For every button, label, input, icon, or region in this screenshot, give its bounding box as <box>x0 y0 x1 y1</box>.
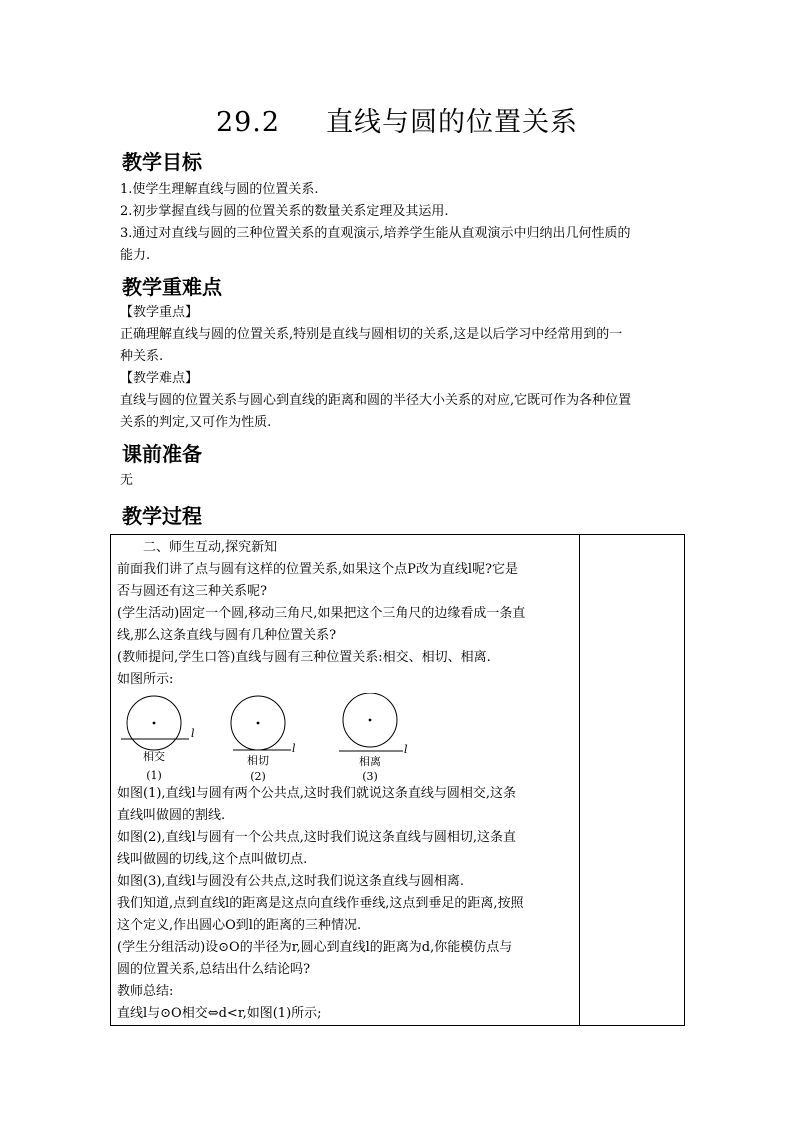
line-label: l <box>404 743 408 756</box>
figure-tangent <box>231 696 296 783</box>
goal-item: 2.初步掌握直线与圆的位置关系的数量关系定理及其运用. <box>120 204 449 219</box>
difficulty-line: 关系的判定,又可作为性质. <box>120 415 272 430</box>
process-main-cell <box>111 535 580 1026</box>
line-label: l <box>292 742 296 755</box>
process-line: 这个定义,作出圆心O到l的距离的三种情况. <box>117 918 362 933</box>
figure-caption: 相切 <box>247 754 269 767</box>
title-number: 29.2 <box>215 107 281 138</box>
process-line: (学生分组活动)设⊙O的半径为r,圆心到直线l的距离为d,你能模仿点与 <box>117 940 513 955</box>
focus-label: 【教学重点】 <box>120 305 199 320</box>
process-line: 直线叫做圆的割线. <box>117 808 226 823</box>
focus-line: 种关系. <box>120 349 164 364</box>
process-line: 如图(3),直线l与圆没有公共点,这时我们说这条直线与圆相离. <box>117 874 464 889</box>
process-line: 如图(2),直线l与圆有一个公共点,这时我们说这条直线与圆相切,这条直 <box>117 830 516 845</box>
process-line: 直线l与⊙O相交⇔d<r,如图(1)所示; <box>117 1006 322 1021</box>
process-line: 如图所示: <box>117 672 174 687</box>
process-subheading: 二、师生互动,探究新知 <box>143 540 278 555</box>
heading-prep: 课前准备 <box>122 442 202 466</box>
circle-line-diagram <box>117 693 417 785</box>
process-line: 如图(1),直线l与圆有两个公共点,这时我们就说这条直线与圆相交,这条 <box>117 786 516 801</box>
goals-list <box>120 179 678 267</box>
difficulty-label: 【教学难点】 <box>120 371 199 386</box>
difficulty-line: 直线与圆的位置关系与圆心到直线的距离和圆的半径大小关系的对应,它既可作为各种位置 <box>120 393 632 408</box>
process-line: (教师提问,学生口答)直线与圆有三种位置关系:相交、相切、相离. <box>117 650 491 665</box>
process-line: (学生活动)固定一个圆,移动三角尺,如果把这个三角尺的边缘看成一条直 <box>117 606 526 621</box>
focus-line: 正确理解直线与圆的位置关系,特别是直线与圆相切的关系,这是以后学习中经常用到的一 <box>120 327 623 342</box>
process-line: 我们知道,点到直线l的距离是这点向直线作垂线,这点到垂足的距离,按照 <box>117 896 524 911</box>
process-line: 教师总结: <box>117 984 174 999</box>
figure-index: (3) <box>362 770 378 783</box>
heading-process: 教学过程 <box>122 504 202 528</box>
process-line: 线叫做圆的切线,这个点叫做切点. <box>117 852 308 867</box>
title-text: 直线与圆的位置关系 <box>326 107 579 138</box>
figure-intersect <box>121 696 195 782</box>
goal-item: 能力. <box>120 248 151 263</box>
process-line: 否与圆还有这三种关系呢? <box>117 584 267 599</box>
figure-index: (1) <box>146 769 162 782</box>
figure-caption: 相离 <box>359 755 381 768</box>
process-line: 前面我们讲了点与圆有这样的位置关系,如果这个点P改为直线l呢?它是 <box>117 562 519 577</box>
goal-item: 1.使学生理解直线与圆的位置关系. <box>120 182 319 197</box>
figure-separate <box>339 693 408 783</box>
key-points-body <box>120 302 678 434</box>
process-table <box>110 534 685 1026</box>
figure-index: (2) <box>250 770 266 783</box>
position-figures <box>117 693 573 783</box>
heading-key-points: 教学重难点 <box>122 275 222 299</box>
process-line: 圆的位置关系,总结出什么结论吗? <box>117 962 311 977</box>
prep-text: 无 <box>120 473 134 488</box>
page-title <box>0 100 794 139</box>
process-line: 线,那么这条直线与圆有几种位置关系? <box>117 628 337 643</box>
line-label: l <box>191 727 195 740</box>
process-notes-cell <box>580 535 685 1026</box>
heading-goals: 教学目标 <box>122 150 202 174</box>
goal-item: 3.通过对直线与圆的三种位置关系的直观演示,培养学生能从直观演示中归纳出几何性质的 <box>120 226 631 241</box>
figure-caption: 相交 <box>143 750 165 763</box>
